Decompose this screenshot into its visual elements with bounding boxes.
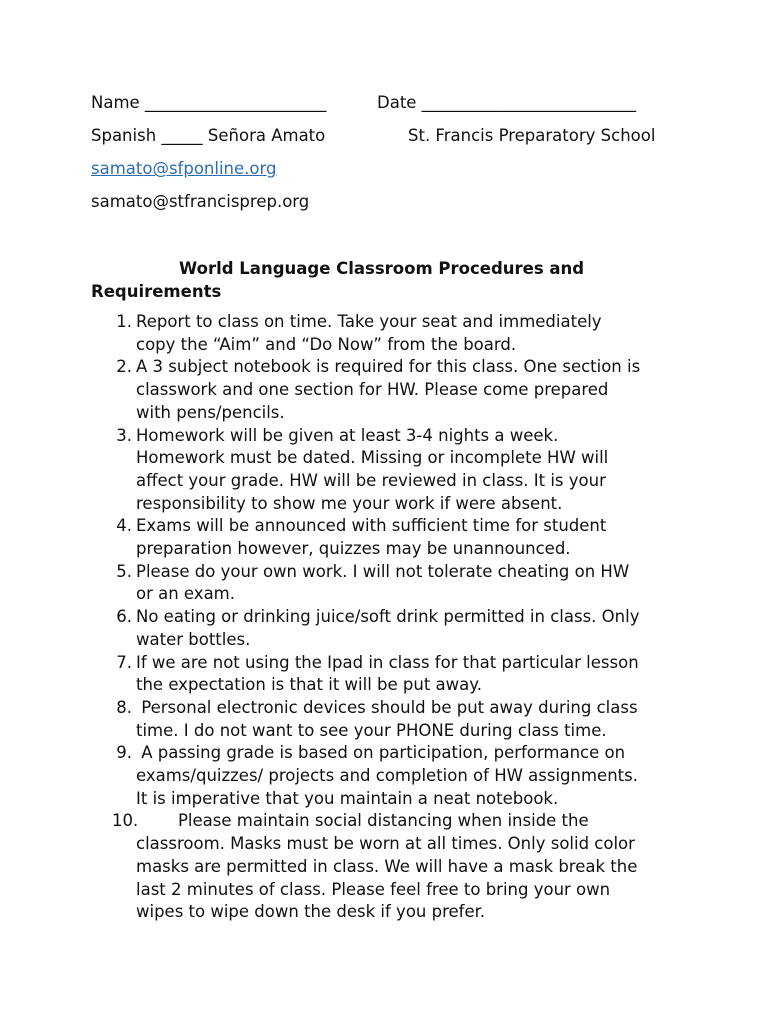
list-item-text: A passing grade is based on participation, performance on exams/quizzes/ projects and completion of HW assignments. It is imperative that you maintain a neat notebook.	[136, 743, 638, 808]
header-row-name-date	[91, 92, 681, 114]
course-label: Spanish _____ Señora Amato	[91, 126, 326, 145]
list-item-number: 10.	[112, 811, 139, 831]
list-item-number: 2.	[116, 357, 132, 377]
list-item-text: If we are not using the Ipad in class for that particular lesson the expectation is that it will be put away.	[136, 652, 639, 695]
email-link[interactable]: samato@sfponline.org	[91, 159, 277, 178]
list-item-text: Please do your own work. I will not tolerate cheating on HW or an exam.	[136, 561, 630, 604]
list-item-number: 9.	[116, 743, 132, 763]
list-item	[91, 697, 681, 742]
list-item-number: 8.	[116, 697, 132, 717]
list-item-number: 3.	[116, 425, 132, 445]
header-row-email-alt	[91, 191, 681, 213]
list-item	[91, 425, 681, 516]
title-line-2: Requirements	[91, 282, 222, 301]
list-item-text: A 3 subject notebook is required for this class. One section is classwork and one section for HW. Please come prepared with pens/pencils.	[136, 357, 641, 422]
document-page	[91, 92, 681, 924]
list-item	[91, 606, 681, 651]
list-item	[91, 356, 681, 424]
email-alt: samato@stfrancisprep.org	[91, 192, 310, 211]
list-item	[91, 311, 681, 356]
date-field[interactable]: Date __________________________	[377, 93, 637, 112]
procedures-list	[91, 311, 681, 924]
list-item	[91, 652, 681, 697]
list-item-text: Exams will be announced with sufficient time for student preparation however, quizzes may be unannounced.	[136, 516, 607, 559]
school-name: St. Francis Preparatory School	[408, 126, 656, 145]
title-line-1: World Language Classroom Procedures and	[179, 259, 585, 278]
header-row-course-school	[91, 125, 681, 147]
document-title	[91, 257, 681, 303]
list-item-number: 4.	[116, 516, 132, 536]
list-item-number: 6.	[116, 607, 132, 627]
list-item-number: 5.	[116, 561, 132, 581]
list-item-text: No eating or drinking juice/soft drink permitted in class. Only water bottles.	[136, 607, 640, 649]
list-item	[91, 561, 681, 606]
list-item-text: Report to class on time. Take your seat and immediately copy the “Aim” and “Do Now” from the board.	[136, 312, 602, 354]
name-field[interactable]: Name ______________________	[91, 93, 327, 112]
list-item	[91, 742, 681, 810]
list-item-number: 1.	[116, 312, 132, 331]
list-item-text: Homework will be given at least 3-4 nights a week. Homework must be dated. Missing or incomplete HW will affect your grade. HW will be reviewed in class. It is your responsibility to show me your work if were absent.	[136, 425, 609, 513]
list-item-text: Please maintain social distancing when inside the classroom. Masks must be worn at all times. Only solid color masks are permitted in class. We will have a mask break the last 2 minutes of class. Please feel free to bring your own wipes to wipe down the desk if you prefer.	[136, 811, 638, 922]
list-item	[91, 810, 681, 924]
list-item-number: 7.	[116, 652, 132, 672]
header-row-email-link	[91, 158, 681, 180]
list-item-text: Personal electronic devices should be put away during class time. I do not want to see your PHONE during class time.	[136, 697, 638, 740]
list-item	[91, 515, 681, 560]
